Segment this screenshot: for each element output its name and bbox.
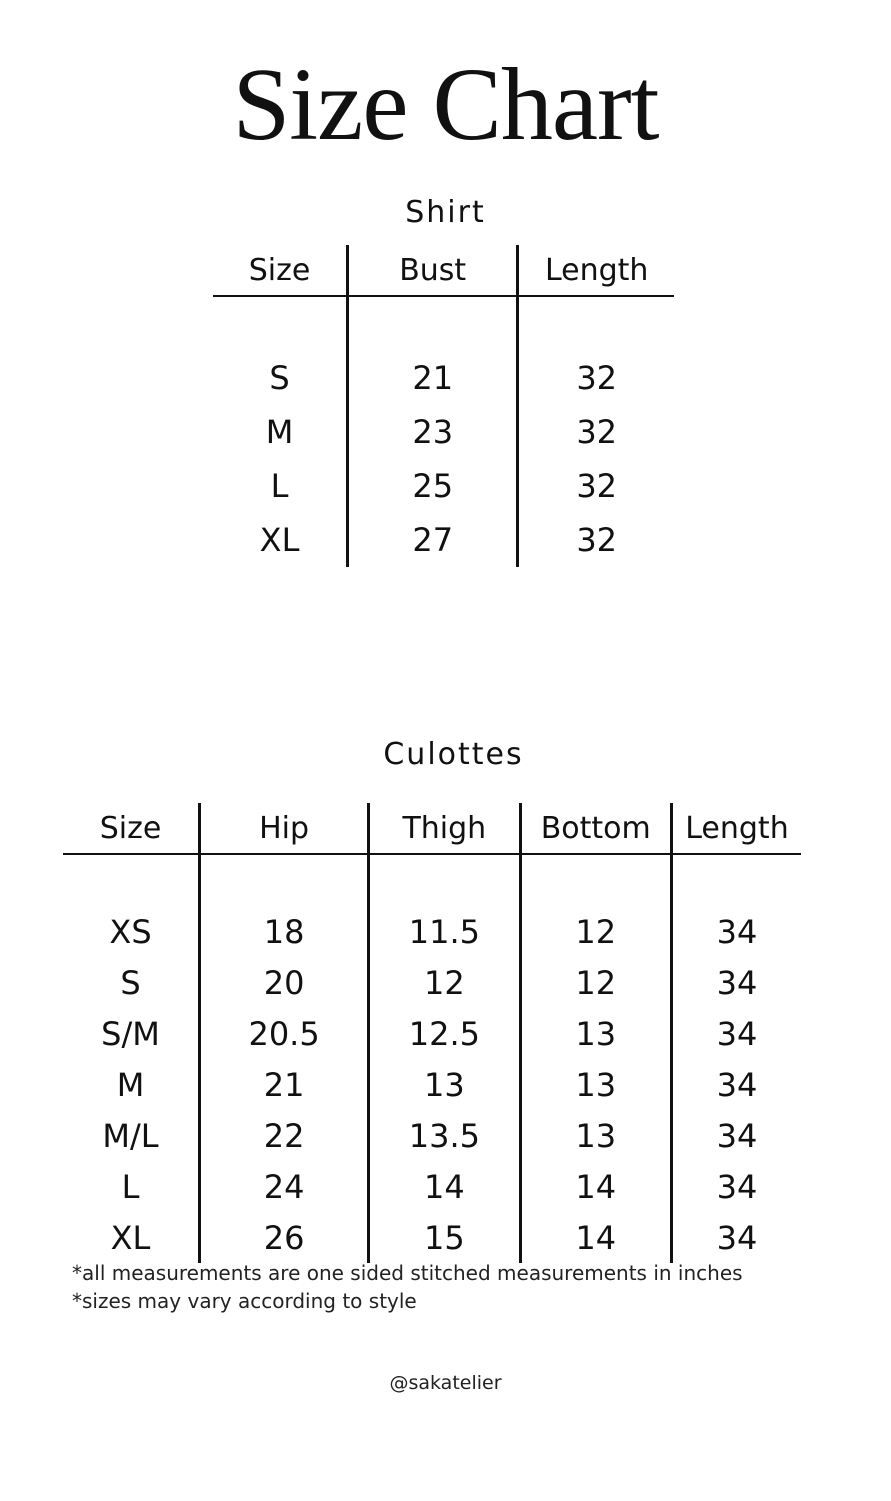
shirt-cell-length: 32 <box>518 351 674 405</box>
table-row <box>63 957 801 1008</box>
shirt-cell-bust: 25 <box>348 459 518 513</box>
culottes-cell-thigh: 13 <box>369 1059 520 1110</box>
shirt-col-size: Size <box>213 245 348 296</box>
table-row <box>63 1212 801 1263</box>
culottes-cell-thigh: 13.5 <box>369 1110 520 1161</box>
culottes-cell-length: 34 <box>671 906 801 957</box>
culottes-cell-bottom: 14 <box>520 1161 671 1212</box>
footnote-measurements: *all measurements are one sided stitched measurements in inches <box>72 1261 743 1285</box>
page-title: Size Chart <box>232 47 659 162</box>
social-handle: @sakatelier <box>389 1372 502 1394</box>
shirt-cell-bust: 23 <box>348 405 518 459</box>
shirt-cell-length: 32 <box>518 513 674 567</box>
shirt-cell-size: L <box>270 467 289 505</box>
table-row <box>213 513 674 567</box>
culottes-cell-hip: 20.5 <box>200 1008 369 1059</box>
culottes-cell-thigh: 11.5 <box>369 906 520 957</box>
culottes-cell-length: 34 <box>671 1161 801 1212</box>
culottes-cell-bottom: 13 <box>520 1008 671 1059</box>
culottes-cell-bottom: 14 <box>520 1212 671 1263</box>
shirt-cell-size: XL <box>259 521 300 559</box>
culottes-cell-size: L <box>121 1167 140 1206</box>
footnotes <box>72 1259 852 1315</box>
shirt-col-length: Length <box>518 245 674 296</box>
culottes-cell-thigh: 14 <box>369 1161 520 1212</box>
shirt-cell-bust: 27 <box>348 513 518 567</box>
culottes-cell-thigh: 12.5 <box>369 1008 520 1059</box>
shirt-cell-size: S <box>269 359 290 397</box>
culottes-cell-hip: 26 <box>200 1212 369 1263</box>
culottes-cell-length: 34 <box>671 957 801 1008</box>
culottes-cell-bottom: 13 <box>520 1110 671 1161</box>
shirt-cell-length: 32 <box>518 405 674 459</box>
culottes-cell-hip: 21 <box>200 1059 369 1110</box>
culottes-cell-bottom: 12 <box>520 906 671 957</box>
shirt-col-bust: Bust <box>348 245 518 296</box>
culottes-col-bottom: Bottom <box>520 803 671 854</box>
culottes-header-row <box>63 803 801 854</box>
culottes-cell-bottom: 12 <box>520 957 671 1008</box>
culottes-cell-length: 34 <box>671 1059 801 1110</box>
culottes-col-thigh: Thigh <box>369 803 520 854</box>
culottes-heading: Culottes <box>383 737 524 772</box>
table-row <box>63 1110 801 1161</box>
culottes-cell-length: 34 <box>671 1008 801 1059</box>
culottes-size-table <box>63 803 801 1263</box>
shirt-heading: Shirt <box>405 195 486 230</box>
culottes-spacer-row <box>63 854 801 906</box>
table-row <box>63 1161 801 1212</box>
culottes-cell-hip: 20 <box>200 957 369 1008</box>
shirt-header-row <box>213 245 674 296</box>
culottes-cell-size: M/L <box>102 1116 159 1155</box>
culottes-cell-size: XL <box>110 1218 151 1257</box>
culottes-cell-length: 34 <box>671 1212 801 1263</box>
shirt-cell-length: 32 <box>518 459 674 513</box>
footnote-style-variation: *sizes may vary according to style <box>72 1289 417 1313</box>
culottes-cell-hip: 24 <box>200 1161 369 1212</box>
culottes-cell-length: 34 <box>671 1110 801 1161</box>
culottes-cell-thigh: 12 <box>369 957 520 1008</box>
culottes-cell-size: XS <box>109 912 152 951</box>
table-row <box>213 351 674 405</box>
table-row <box>63 906 801 957</box>
shirt-cell-size: M <box>265 413 294 451</box>
shirt-cell-bust: 21 <box>348 351 518 405</box>
culottes-cell-bottom: 13 <box>520 1059 671 1110</box>
culottes-cell-thigh: 15 <box>369 1212 520 1263</box>
culottes-cell-size: S/M <box>101 1014 160 1053</box>
culottes-cell-size: S <box>120 963 141 1002</box>
table-row <box>63 1008 801 1059</box>
shirt-spacer-row <box>213 296 674 351</box>
table-row <box>213 459 674 513</box>
culottes-col-size: Size <box>63 803 200 854</box>
culottes-cell-hip: 18 <box>200 906 369 957</box>
shirt-size-table <box>213 245 674 567</box>
culottes-cell-hip: 22 <box>200 1110 369 1161</box>
culottes-cell-size: M <box>116 1065 145 1104</box>
culottes-col-length: Length <box>671 803 801 854</box>
culottes-col-hip: Hip <box>200 803 369 854</box>
table-row <box>213 405 674 459</box>
table-row <box>63 1059 801 1110</box>
